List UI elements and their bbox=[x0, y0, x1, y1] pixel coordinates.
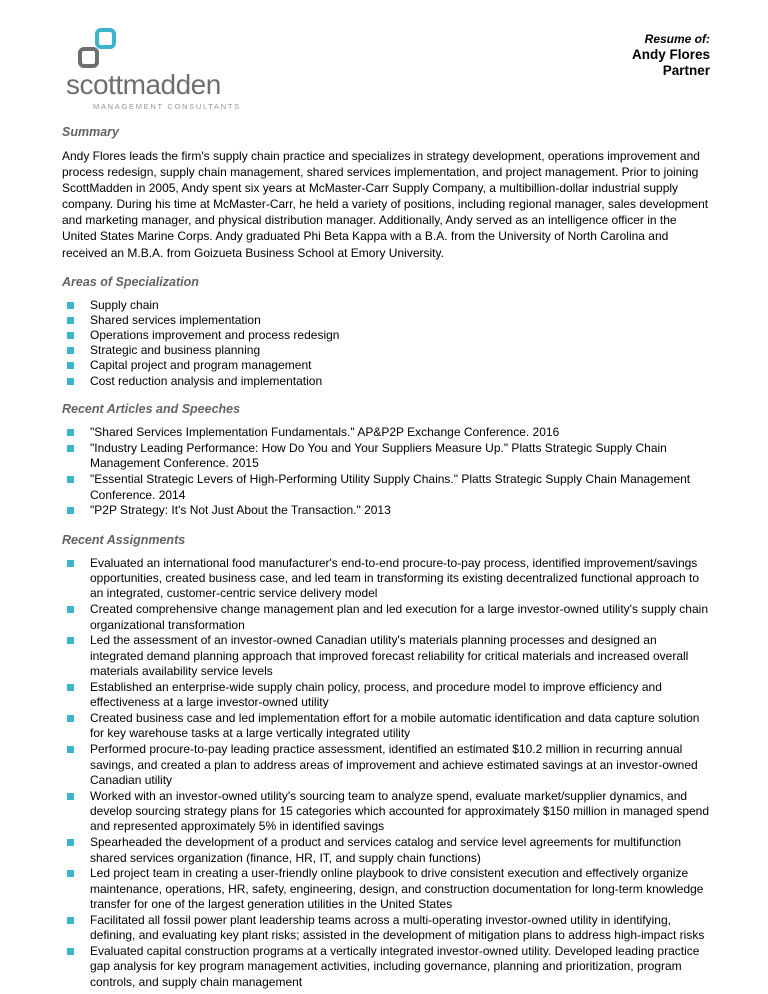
bullet-square-icon bbox=[67, 332, 74, 339]
list-item-text: Worked with an investor-owned utility's sourcing team to analyze spend, evaluate market/supplier dynamics, and develop sourcing strategy plans for 15 categories which accounted for approximately $150 million in managed spend and represented approximately 5% in identified savings bbox=[90, 788, 710, 834]
logo-tagline: MANAGEMENT CONSULTANTS bbox=[93, 102, 241, 111]
list-item bbox=[62, 680, 710, 711]
articles-list bbox=[62, 425, 710, 519]
list-item-text: Evaluated an international food manufacturer's end-to-end procure-to-pay process, identified improvement/savings opportunities, created business case, and led team in transforming its existing decentralized functional approach to an integrated, customer-centric service delivery model bbox=[90, 555, 700, 601]
list-item-text: Strategic and business planning bbox=[90, 343, 261, 358]
list-item-text: Shared services implementation bbox=[90, 312, 261, 327]
assignments-heading: Recent Assignments bbox=[62, 532, 186, 547]
list-item bbox=[62, 913, 710, 944]
list-item-text: Led project team in creating a user-friendly online playbook to drive consistent execution and effectively organize maintenance, operations, HR, safety, engineering, design, and construction documentation for long-term knowledge transfer for one of the largest generation utilities in the United States bbox=[90, 866, 704, 912]
list-item-text: Created comprehensive change management plan and led execution for a large investor-owned utility's supply chain organizational transformation bbox=[90, 602, 708, 632]
list-item bbox=[62, 358, 710, 373]
logo-teal-square-icon bbox=[95, 28, 116, 49]
list-item-text: "P2P Strategy: It's Not Just About the Transaction." 2013 bbox=[90, 503, 391, 518]
bullet-square-icon bbox=[67, 606, 74, 613]
list-item bbox=[62, 328, 710, 343]
articles-heading: Recent Articles and Speeches bbox=[62, 402, 241, 417]
list-item-text: Capital project and program management bbox=[90, 358, 312, 373]
list-item-text: Performed procure-to-pay leading practice assessment, identified an estimated $10.2 million in recurring annual savings, and created a plan to address areas of improvement and achieve estimated savings at an investor-owned Canadian utility bbox=[90, 742, 698, 787]
list-item bbox=[62, 944, 710, 990]
list-item-text: Spearheaded the development of a product and services catalog and service level agreements for multifunction shared services organization (finance, HR, IT, and supply chain functions) bbox=[90, 835, 682, 865]
logo-squares-icon bbox=[78, 28, 116, 68]
list-item-text: Supply chain bbox=[90, 297, 159, 312]
bullet-square-icon bbox=[67, 445, 74, 452]
bullet-square-icon bbox=[67, 684, 74, 691]
summary-paragraph: Andy Flores leads the firm's supply chain practice and specializes in strategy development, operations improvement and process redesign, supply chain management, shared services implementation, and project management. Prior to joining ScottMadden in 2005, Andy spent six years at McMaster-Carr Supply Company, a multibillion-dollar industrial supply company. During his time at McMaster-Carr, he held a variety of positions, including regional manager, sales development and marketing manager, and physical distribution manager. Additionally, Andy served as an intelligence officer in the United States Marine Corps. Andy graduated Phi Beta Kappa with a B.A. from the University of North Carolina and received an M.B.A. from Goizueta Business School at Emory University. bbox=[62, 149, 709, 260]
bullet-square-icon bbox=[67, 347, 74, 354]
bullet-square-icon bbox=[67, 870, 74, 877]
bullet-square-icon bbox=[67, 507, 74, 514]
list-item bbox=[62, 503, 710, 518]
bullet-square-icon bbox=[67, 362, 74, 369]
person-name: Andy Flores bbox=[631, 47, 710, 62]
summary-heading: Summary bbox=[62, 125, 119, 139]
bullet-square-icon bbox=[67, 715, 74, 722]
list-item bbox=[62, 472, 710, 503]
header bbox=[62, 28, 710, 111]
list-item bbox=[62, 425, 710, 440]
bullet-square-icon bbox=[67, 637, 74, 644]
bullet-square-icon bbox=[67, 378, 74, 385]
person-title: Partner bbox=[662, 63, 710, 78]
list-item bbox=[62, 711, 710, 742]
bullet-square-icon bbox=[67, 476, 74, 483]
list-item-text: "Essential Strategic Levers of High-Performing Utility Supply Chains." Platts Strategic Supply Chain Management Conference. 2014 bbox=[90, 472, 691, 502]
bullet-square-icon bbox=[67, 302, 74, 309]
bullet-square-icon bbox=[67, 917, 74, 924]
list-item-text: Created business case and led implementation effort for a mobile automatic identification and data capture solution for key warehouse tasks at a large vertically integrated utility bbox=[90, 711, 700, 741]
bullet-square-icon bbox=[67, 560, 74, 567]
list-item bbox=[62, 441, 710, 472]
resume-of-label: Resume of: bbox=[644, 32, 710, 46]
bullet-square-icon bbox=[67, 839, 74, 846]
list-item bbox=[62, 556, 710, 602]
list-item bbox=[62, 633, 710, 679]
list-item bbox=[62, 313, 710, 328]
logo-gray-square-icon bbox=[78, 47, 99, 68]
list-item-text: Evaluated capital construction programs at a vertically integrated investor-owned utility. Developed leading practice gap analysis for key program management activities, including governance, planning and prioritization, program controls, and supply chain management bbox=[90, 944, 700, 989]
list-item bbox=[62, 789, 710, 835]
list-item-text: Facilitated all fossil power plant leadership teams across a multi-operating investor-owned utility in identifying, defining, and evaluating key plant risks; assisted in the development of mitigation plans to address high-impact risks bbox=[90, 912, 705, 943]
list-item-text: Led the assessment of an investor-owned Canadian utility's materials planning processes and designed an integrated demand planning approach that improved forecast reliability for critical materials and increased overall materials availability service levels bbox=[90, 633, 689, 679]
logo-name: scottmadden bbox=[66, 69, 221, 100]
list-item bbox=[62, 343, 710, 358]
list-item-text: Cost reduction analysis and implementation bbox=[90, 373, 323, 388]
list-item-text: Established an enterprise-wide supply chain policy, process, and procedure model to improve efficiency and effectiveness at a large investor-owned utility bbox=[90, 679, 662, 710]
list-item-text: Operations improvement and process redesign bbox=[90, 328, 340, 343]
specialization-list bbox=[62, 298, 710, 389]
resume-header-block bbox=[632, 28, 710, 79]
list-item bbox=[62, 866, 710, 912]
bullet-square-icon bbox=[67, 746, 74, 753]
list-item-text: "Shared Services Implementation Fundamentals." AP&P2P Exchange Conference. 2016 bbox=[90, 425, 560, 440]
list-item bbox=[62, 298, 710, 313]
specialization-heading: Areas of Specialization bbox=[62, 274, 199, 289]
bullet-square-icon bbox=[67, 317, 74, 324]
scottmadden-logo bbox=[62, 28, 241, 111]
bullet-square-icon bbox=[67, 948, 74, 955]
list-item bbox=[62, 835, 710, 866]
assignments-list bbox=[62, 556, 710, 990]
list-item bbox=[62, 742, 710, 788]
list-item bbox=[62, 602, 710, 633]
list-item-text: "Industry Leading Performance: How Do You and Your Suppliers Measure Up." Platts Strategic Supply Chain Management Conference. 2015 bbox=[90, 441, 667, 471]
bullet-square-icon bbox=[67, 793, 74, 800]
bullet-square-icon bbox=[67, 429, 74, 436]
list-item bbox=[62, 374, 710, 389]
